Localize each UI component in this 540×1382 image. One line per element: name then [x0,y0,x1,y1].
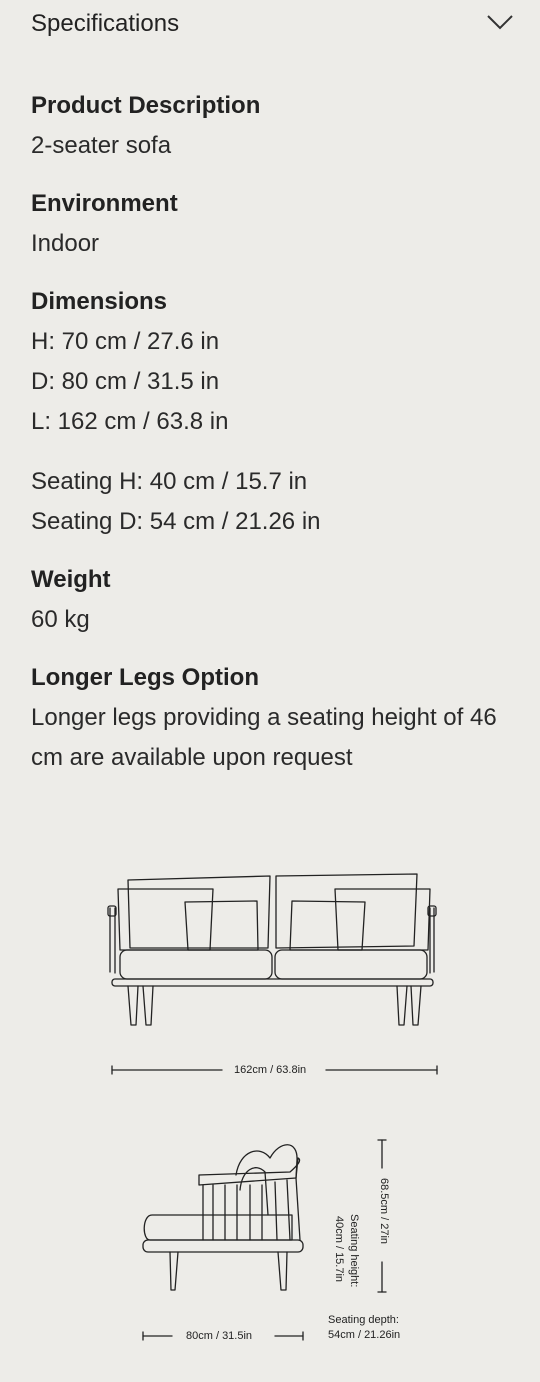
seating-height-label-1: Seating height: [348,1214,360,1288]
spec-weight [31,560,521,640]
seating-depth-label-1: Seating depth: [328,1314,399,1326]
spec-environment [31,184,521,264]
spec-value-height: H: 70 cm / 27.6 in [31,328,220,355]
spec-label: Environment [31,190,178,217]
spec-dimensions [31,282,521,542]
specifications-list [31,86,521,796]
chevron-down-icon[interactable] [484,12,516,32]
spec-label: Weight [31,566,111,593]
spec-product-description [31,86,521,166]
spec-longer-legs [31,658,521,778]
spec-value-seating-height: Seating H: 40 cm / 15.7 in [31,468,308,495]
spec-value: Indoor [31,230,100,257]
section-title: Specifications [31,10,180,37]
specifications-header[interactable] [0,0,540,54]
spec-value: 60 kg [31,606,90,633]
spec-value: Longer legs providing a seating height of 46 cm are available upon request [31,704,497,771]
spec-value-length: L: 162 cm / 63.8 in [31,408,229,435]
front-length-label: 162cm / 63.8in [234,1064,307,1076]
spec-value-depth: D: 80 cm / 31.5 in [31,368,220,395]
total-height-label: 68.5cm / 27in [378,1178,390,1245]
spec-label: Longer Legs Option [31,664,259,691]
spec-label: Product Description [31,92,261,119]
sofa-front-view [108,874,436,1025]
spec-label: Dimensions [31,288,168,315]
side-depth-label: 80cm / 31.5in [186,1330,253,1342]
sofa-side-view [143,1145,303,1290]
spec-value-seating-depth: Seating D: 54 cm / 21.26 in [31,508,321,535]
seating-depth-label-2: 54cm / 21.26in [328,1329,401,1341]
seating-height-label-2: 40cm / 15.7in [333,1216,345,1283]
spec-value: 2-seater sofa [31,132,172,159]
